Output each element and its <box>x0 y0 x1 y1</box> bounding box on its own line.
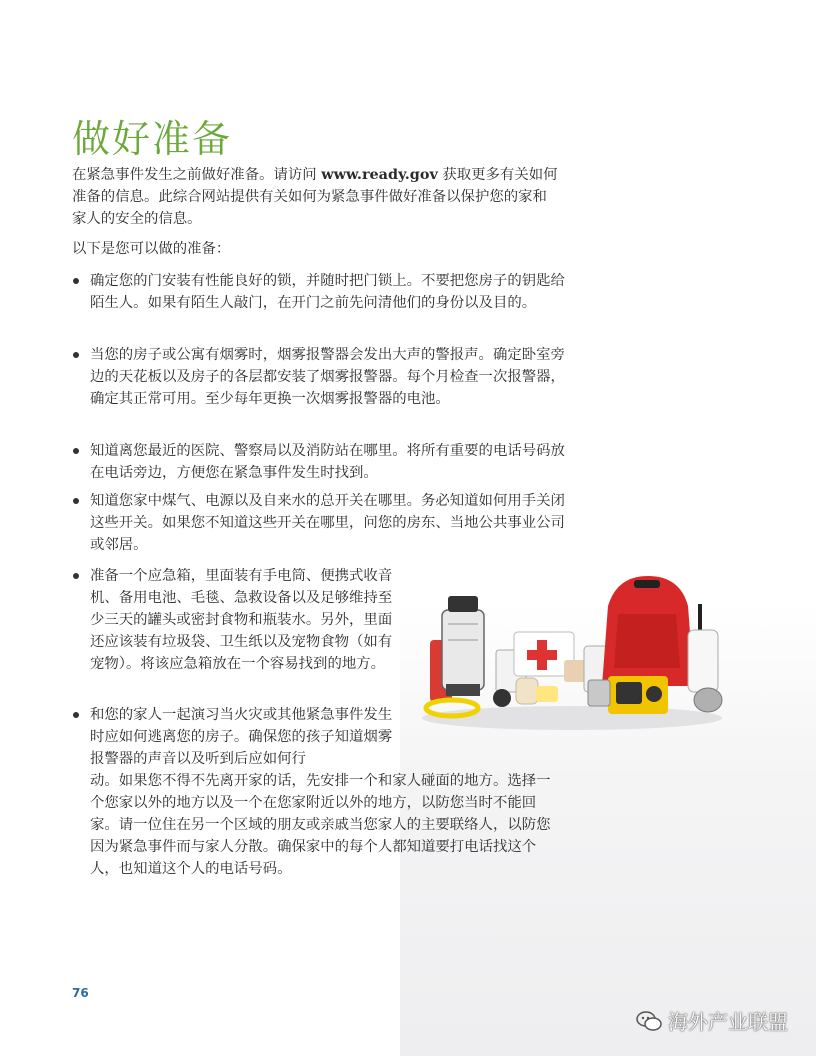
intro-text-before: 在紧急事件发生之前做好准备。请访问 <box>72 167 322 183</box>
list-item: 和您的家人一起演习当火灾或其他紧急事件发生时应如何逃离您的房子。确保您的孩子知道烟雾报警器的声音以及听到后应如何行 <box>72 704 398 770</box>
watermark-text: 海外产业联盟 <box>668 1010 788 1034</box>
wechat-icon <box>636 1010 662 1032</box>
intro-text-after: 获取更多有关如何准备的信息。此综合网站提供有关如何为紧急事件做好准备以保护您的家和家人的安全的信息。 <box>72 167 558 227</box>
list-item-continued: 动。如果您不得不先离开家的话，先安排一个和家人碰面的地方。选择一个您家以外的地方以及一个在您家附近以外的地方，以防您当时不能回家。请一位住在另一个区域的朋友或亲戚当您家人的主要联络人，以防您因为紧急事件而与家人分散。确保家中的每个人都知道要打电话找这个人，也知道这个人的电话号码。 <box>90 773 551 877</box>
intro-paragraph <box>72 164 560 230</box>
list-item: 确定您的门安装有性能良好的锁，并随时把门锁上。不要把您房子的钥匙给陌生人。如果有陌生人敲门，在开门之前先问清他们的身份以及目的。 <box>72 270 572 314</box>
list-item: 知道离您最近的医院、警察局以及消防站在哪里。将所有重要的电话号码放在电话旁边，方便您在紧急事件发生时找到。 <box>72 440 572 484</box>
ready-gov-link[interactable]: www.ready.gov <box>321 166 438 183</box>
list-item: 当您的房子或公寓有烟雾时，烟雾报警器会发出大声的警报声。确定卧室旁边的天花板以及房子的各层都安装了烟雾报警器。每个月检查一次报警器，确定其正常可用。至少每年更换一次烟雾报警器的电池。 <box>72 344 572 410</box>
list-item: 准备一个应急箱，里面装有手电筒、便携式收音机、备用电池、毛毯、急救设备以及足够维持至少三天的罐头或密封食物和瓶装水。另外，里面还应该装有垃圾袋、卫生纸以及宠物食物（如有宠物）。将该应急箱放在一个容易找到的地方。 <box>72 565 398 675</box>
page-title: 做好准备 <box>72 117 233 161</box>
list-item: 知道您家中煤气、电源以及自来水的总开关在哪里。务必知道如何用手关闭这些开关。如果您不知道这些开关在哪里，问您的房东、当地公共事业公司或邻居。 <box>72 490 572 556</box>
watermark <box>636 1006 788 1035</box>
subheading: 以下是您可以做的准备： <box>72 241 231 257</box>
page-number: 76 <box>72 986 89 1000</box>
emergency-kit-image <box>412 568 730 736</box>
